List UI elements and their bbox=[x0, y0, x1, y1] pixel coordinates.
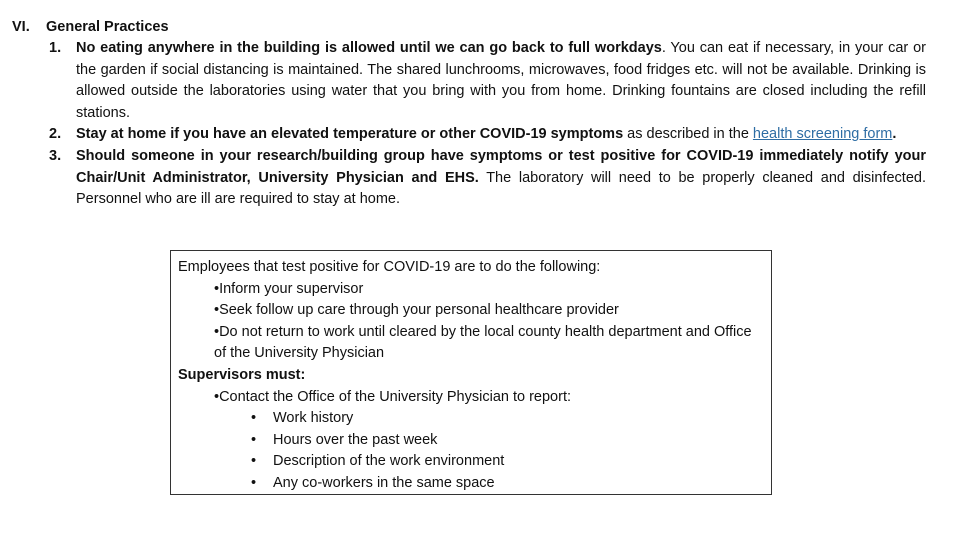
bullet-icon: • bbox=[251, 410, 257, 427]
report-item bbox=[178, 473, 763, 495]
bullet-icon: • bbox=[251, 453, 257, 470]
section-heading bbox=[12, 17, 952, 37]
employee-step: •Inform your supervisor bbox=[214, 280, 364, 297]
item-bold-text: Stay at home if you have an elevated temperature or other COVID-19 symptoms bbox=[76, 126, 624, 143]
supervisors-heading: Supervisors must: bbox=[178, 366, 306, 383]
report-item-text: Description of the work environment bbox=[273, 453, 505, 470]
employee-step: •Do not return to work until cleared by the local county health department and Office of the University Physician bbox=[214, 323, 752, 362]
report-item-text: Work history bbox=[273, 410, 354, 427]
item-bold-text: Should someone in your research/building group have symptoms or test positive for COVID-19 immediately notify your Chair/Unit Administrator, University Physician and EHS. bbox=[76, 147, 926, 186]
report-item bbox=[178, 451, 763, 473]
employee-step: •Seek follow up care through your personal healthcare provider bbox=[214, 302, 619, 319]
item-number: 3. bbox=[49, 147, 62, 164]
report-item-text: Hours over the past week bbox=[273, 431, 438, 448]
supervisor-step: •Contact the Office of the University Physician to report: bbox=[214, 388, 571, 405]
item-text: as described in the bbox=[623, 126, 753, 143]
report-item bbox=[178, 430, 763, 452]
practice-item-1 bbox=[12, 38, 926, 124]
section-title: General Practices bbox=[46, 19, 169, 35]
bullet-icon: • bbox=[251, 431, 257, 448]
bullet-icon: • bbox=[251, 474, 257, 491]
item-number: 1. bbox=[49, 40, 62, 56]
item-text: . You can eat if necessary, in your car or the garden if social distancing is maintained. The shared lunchrooms, microwaves, food fridges etc. will not be available. Drinking is allowed outside the laboratories using water that you bring with you from home. Drinking fountains are closed including the refill stations. bbox=[76, 40, 926, 121]
report-item-text: Any co-workers in the same space bbox=[273, 474, 495, 491]
general-practices-section bbox=[12, 17, 952, 211]
practice-list bbox=[12, 38, 952, 211]
item-number: 2. bbox=[49, 126, 62, 143]
item-text-end: . bbox=[892, 126, 897, 143]
practice-item-3 bbox=[12, 146, 926, 211]
employees-heading: Employees that test positive for COVID-19 are to do the following: bbox=[178, 259, 601, 275]
section-number: VI. bbox=[12, 19, 30, 35]
health-screening-form-link[interactable]: health screening form bbox=[752, 126, 893, 143]
item-bold-text: No eating anywhere in the building is allowed until we can go back to full workdays bbox=[76, 40, 662, 56]
covid-positive-procedure-box bbox=[170, 250, 772, 495]
item-text: The laboratory will need to be properly cleaned and disinfected. Personnel who are ill are required to stay at home. bbox=[76, 169, 926, 208]
practice-item-2 bbox=[12, 124, 926, 146]
report-item bbox=[178, 408, 763, 430]
